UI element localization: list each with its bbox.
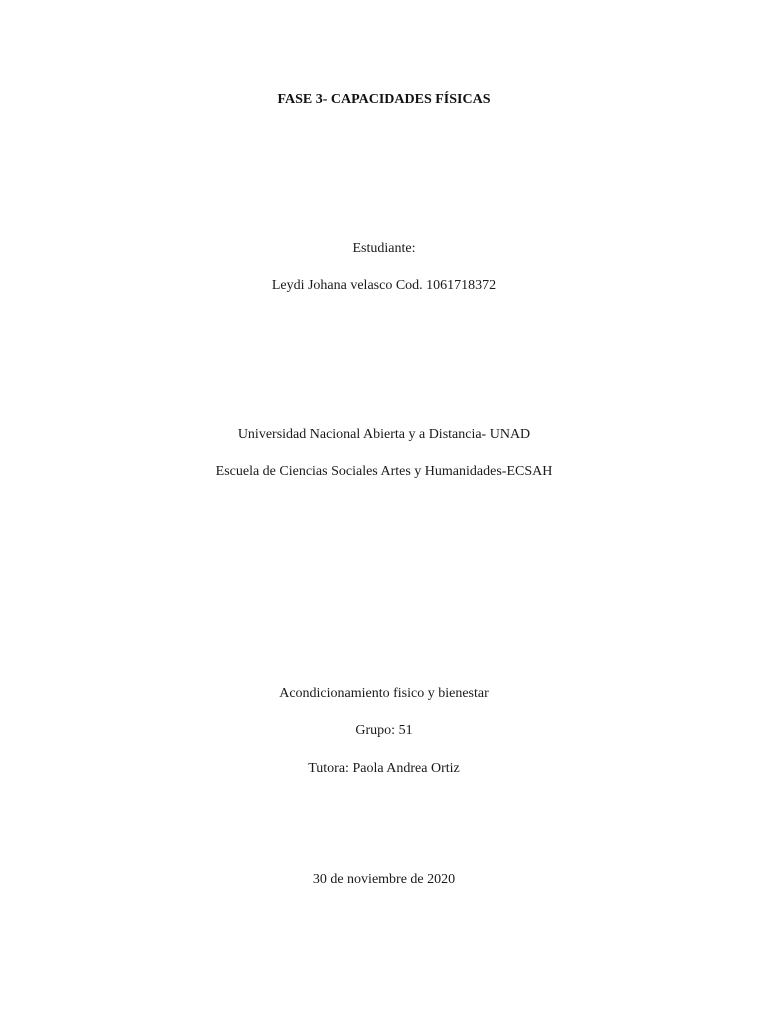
course-name: Acondicionamiento fisico y bienestar — [279, 686, 489, 701]
document-title: FASE 3- CAPACIDADES FÍSICAS — [277, 92, 491, 107]
document-date: 30 de noviembre de 2020 — [312, 872, 456, 887]
student-name: Leydi Johana velasco Cod. 1061718372 — [271, 278, 497, 293]
school-name: Escuela de Ciencias Sociales Artes y Humanidades-ECSAH — [215, 464, 553, 479]
group-number: Grupo: 51 — [355, 723, 413, 738]
student-label: Estudiante: — [352, 241, 416, 256]
tutor-name: Tutora: Paola Andrea Ortiz — [308, 761, 460, 776]
university-name: Universidad Nacional Abierta y a Distancia- UNAD — [237, 427, 531, 442]
